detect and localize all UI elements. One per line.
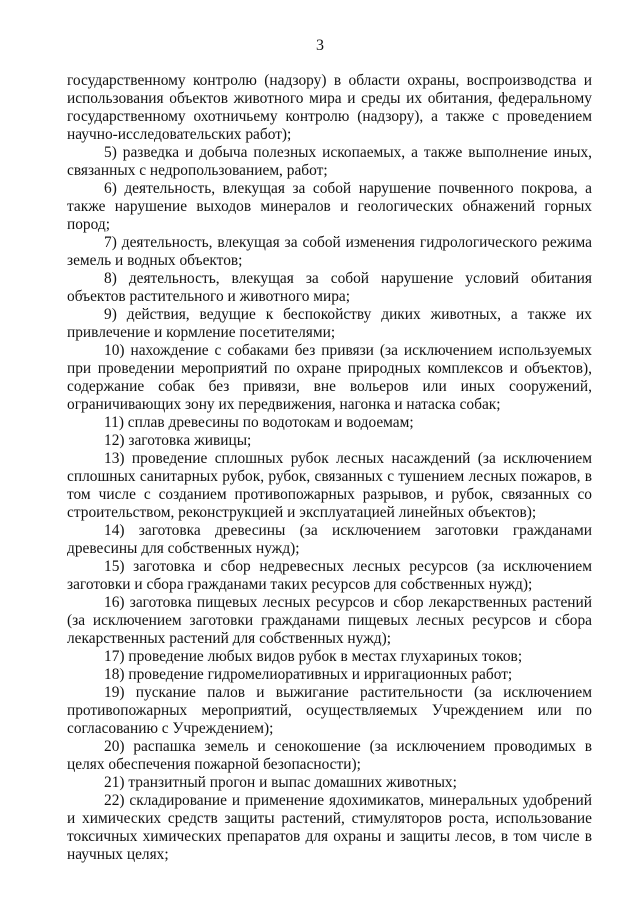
list-item-20: 20) распашка земель и сенокошение (за исключением проводимых в целях обеспечения пожарной безопасности); [67, 738, 592, 773]
list-item-9: 9) действия, ведущие к беспокойству диких животных, а также их привлечение и кормление посетителями; [67, 306, 592, 341]
list-item-14: 14) заготовка древесины (за исключением заготовки гражданами древесины для собственных нужд); [67, 522, 592, 557]
list-item-8: 8) деятельность, влекущая за собой нарушение условий обитания объектов растительного и животного мира; [67, 270, 592, 305]
paragraph-continuation: государственному контролю (надзору) в области охраны, воспроизводства и использования объектов животного мира и среды их обитания, федеральному государственному охотничьему контролю (надзору), а также с проведением научно-исследовательских работ); [67, 72, 592, 143]
list-item-22: 22) складирование и применение ядохимикатов, минеральных удобрений и химических средств защиты растений, стимуляторов роста, использование токсичных химических препаратов для охраны и защиты лесов, в том числе в научных целях; [67, 792, 592, 863]
list-item-18: 18) проведение гидромелиоративных и ирригационных работ; [104, 666, 513, 683]
list-item-19: 19) пускание палов и выжигание растительности (за исключением противопожарных мероприятий, осуществляемых Учреждением или по согласованию с Учреждением); [67, 684, 592, 737]
list-item-17: 17) проведение любых видов рубок в местах глухариных токов; [104, 648, 523, 665]
list-item-15: 15) заготовка и сбор недревесных лесных ресурсов (за исключением заготовки и сбора гражданами таких ресурсов для собственных нужд); [67, 558, 592, 593]
list-item-13: 13) проведение сплошных рубок лесных насаждений (за исключением сплошных санитарных рубок, рубок, связанных с тушением лесных пожаров, в том числе с созданием противопожарных разрывов, и рубок, связанных со строительством, реконструкцией и эксплуатацией линейных объектов); [67, 450, 592, 521]
list-item-21: 21) транзитный прогон и выпас домашних животных; [104, 774, 457, 791]
list-item-16: 16) заготовка пищевых лесных ресурсов и сбор лекарственных растений (за исключением заготовки гражданами пищевых лесных ресурсов и сбора лекарственных растений для собственных нужд); [67, 594, 592, 647]
document-body [67, 72, 592, 864]
list-item-5: 5) разведка и добыча полезных ископаемых, а также выполнение иных, связанных с недропользованием, работ; [67, 144, 592, 179]
page-number: 3 [316, 37, 324, 54]
list-item-7: 7) деятельность, влекущая за собой изменения гидрологического режима земель и водных объектов; [67, 234, 592, 269]
list-item-11: 11) сплав древесины по водотокам и водоемам; [104, 414, 414, 431]
list-item-6: 6) деятельность, влекущая за собой нарушение почвенного покрова, а также нарушение выходов минералов и геологических обнажений горных пород; [67, 180, 592, 233]
list-item-10: 10) нахождение с собаками без привязи (за исключением используемых при проведении мероприятий по охране природных комплексов и объектов), содержание собак без привязи, вне вольеров или иных сооружений, ограничивающих зону их передвижения, нагонка и натаска собак; [67, 342, 592, 413]
list-item-12: 12) заготовка живицы; [104, 432, 252, 449]
